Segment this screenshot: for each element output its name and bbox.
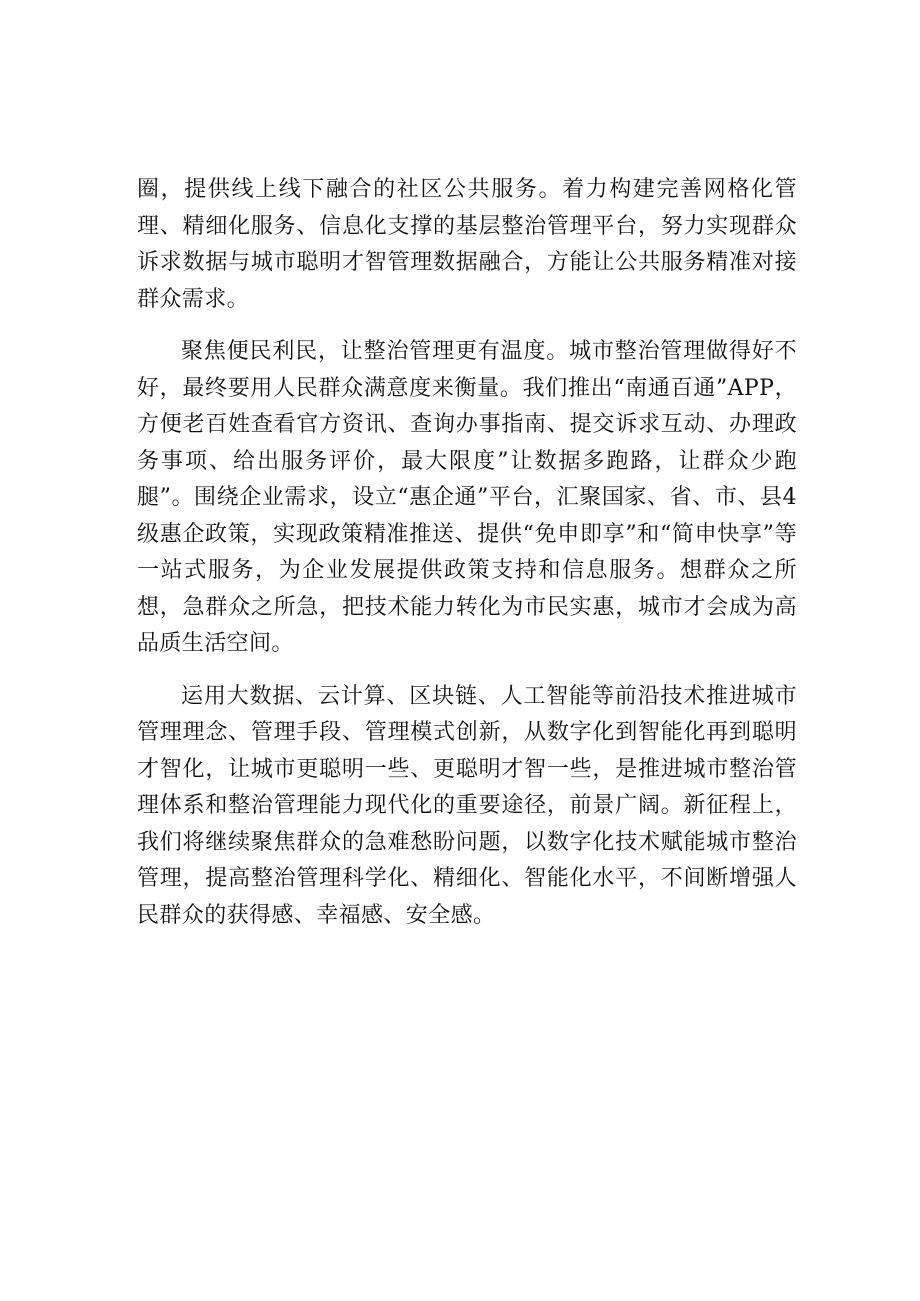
- document-page: [137, 172, 797, 950]
- paragraph-convenience: 聚焦便民利民，让整治管理更有温度。城市整治管理做得好不好，最终要用人民群众满意度来衡量。我们推出“南通百通”APP，方便老百姓查看官方资讯、查询办事指南、提交诉求互动、办理政务事项、给出服务评价，最大限度”让数据多跑路，让群众少跑腿”。围绕企业需求，设立“惠企通”平台，汇聚国家、省、市、县4级惠企政策，实现政策精准推送、提供“免申即享”和“简申快享”等一站式服务，为企业发展提供政策支持和信息服务。想群众之所想，急群众之所急，把技术能力转化为市民实惠，城市才会成为高品质生活空间。: [137, 339, 797, 656]
- paragraph-technology: 运用大数据、云计算、区块链、人工智能等前沿技术推进城市管理理念、管理手段、管理模式创新，从数字化到智能化再到聪明才智化，让城市更聪明一些、更聪明才智一些，是推进城市整治管理体系和整治管理能力现代化的重要途径，前景广阔。新征程上，我们将继续聚焦群众的急难愁盼问题，以数字化技术赋能城市整治管理，提高整治管理科学化、精细化、智能化水平，不间断增强人民群众的获得感、幸福感、安全感。: [137, 683, 797, 928]
- paragraph-continuation: 圈，提供线上线下融合的社区公共服务。着力构建完善网格化管理、精细化服务、信息化支撑的基层整治管理平台，努力实现群众诉求数据与城市聪明才智管理数据融合，方能让公共服务精准对接群众需求。: [137, 177, 797, 312]
